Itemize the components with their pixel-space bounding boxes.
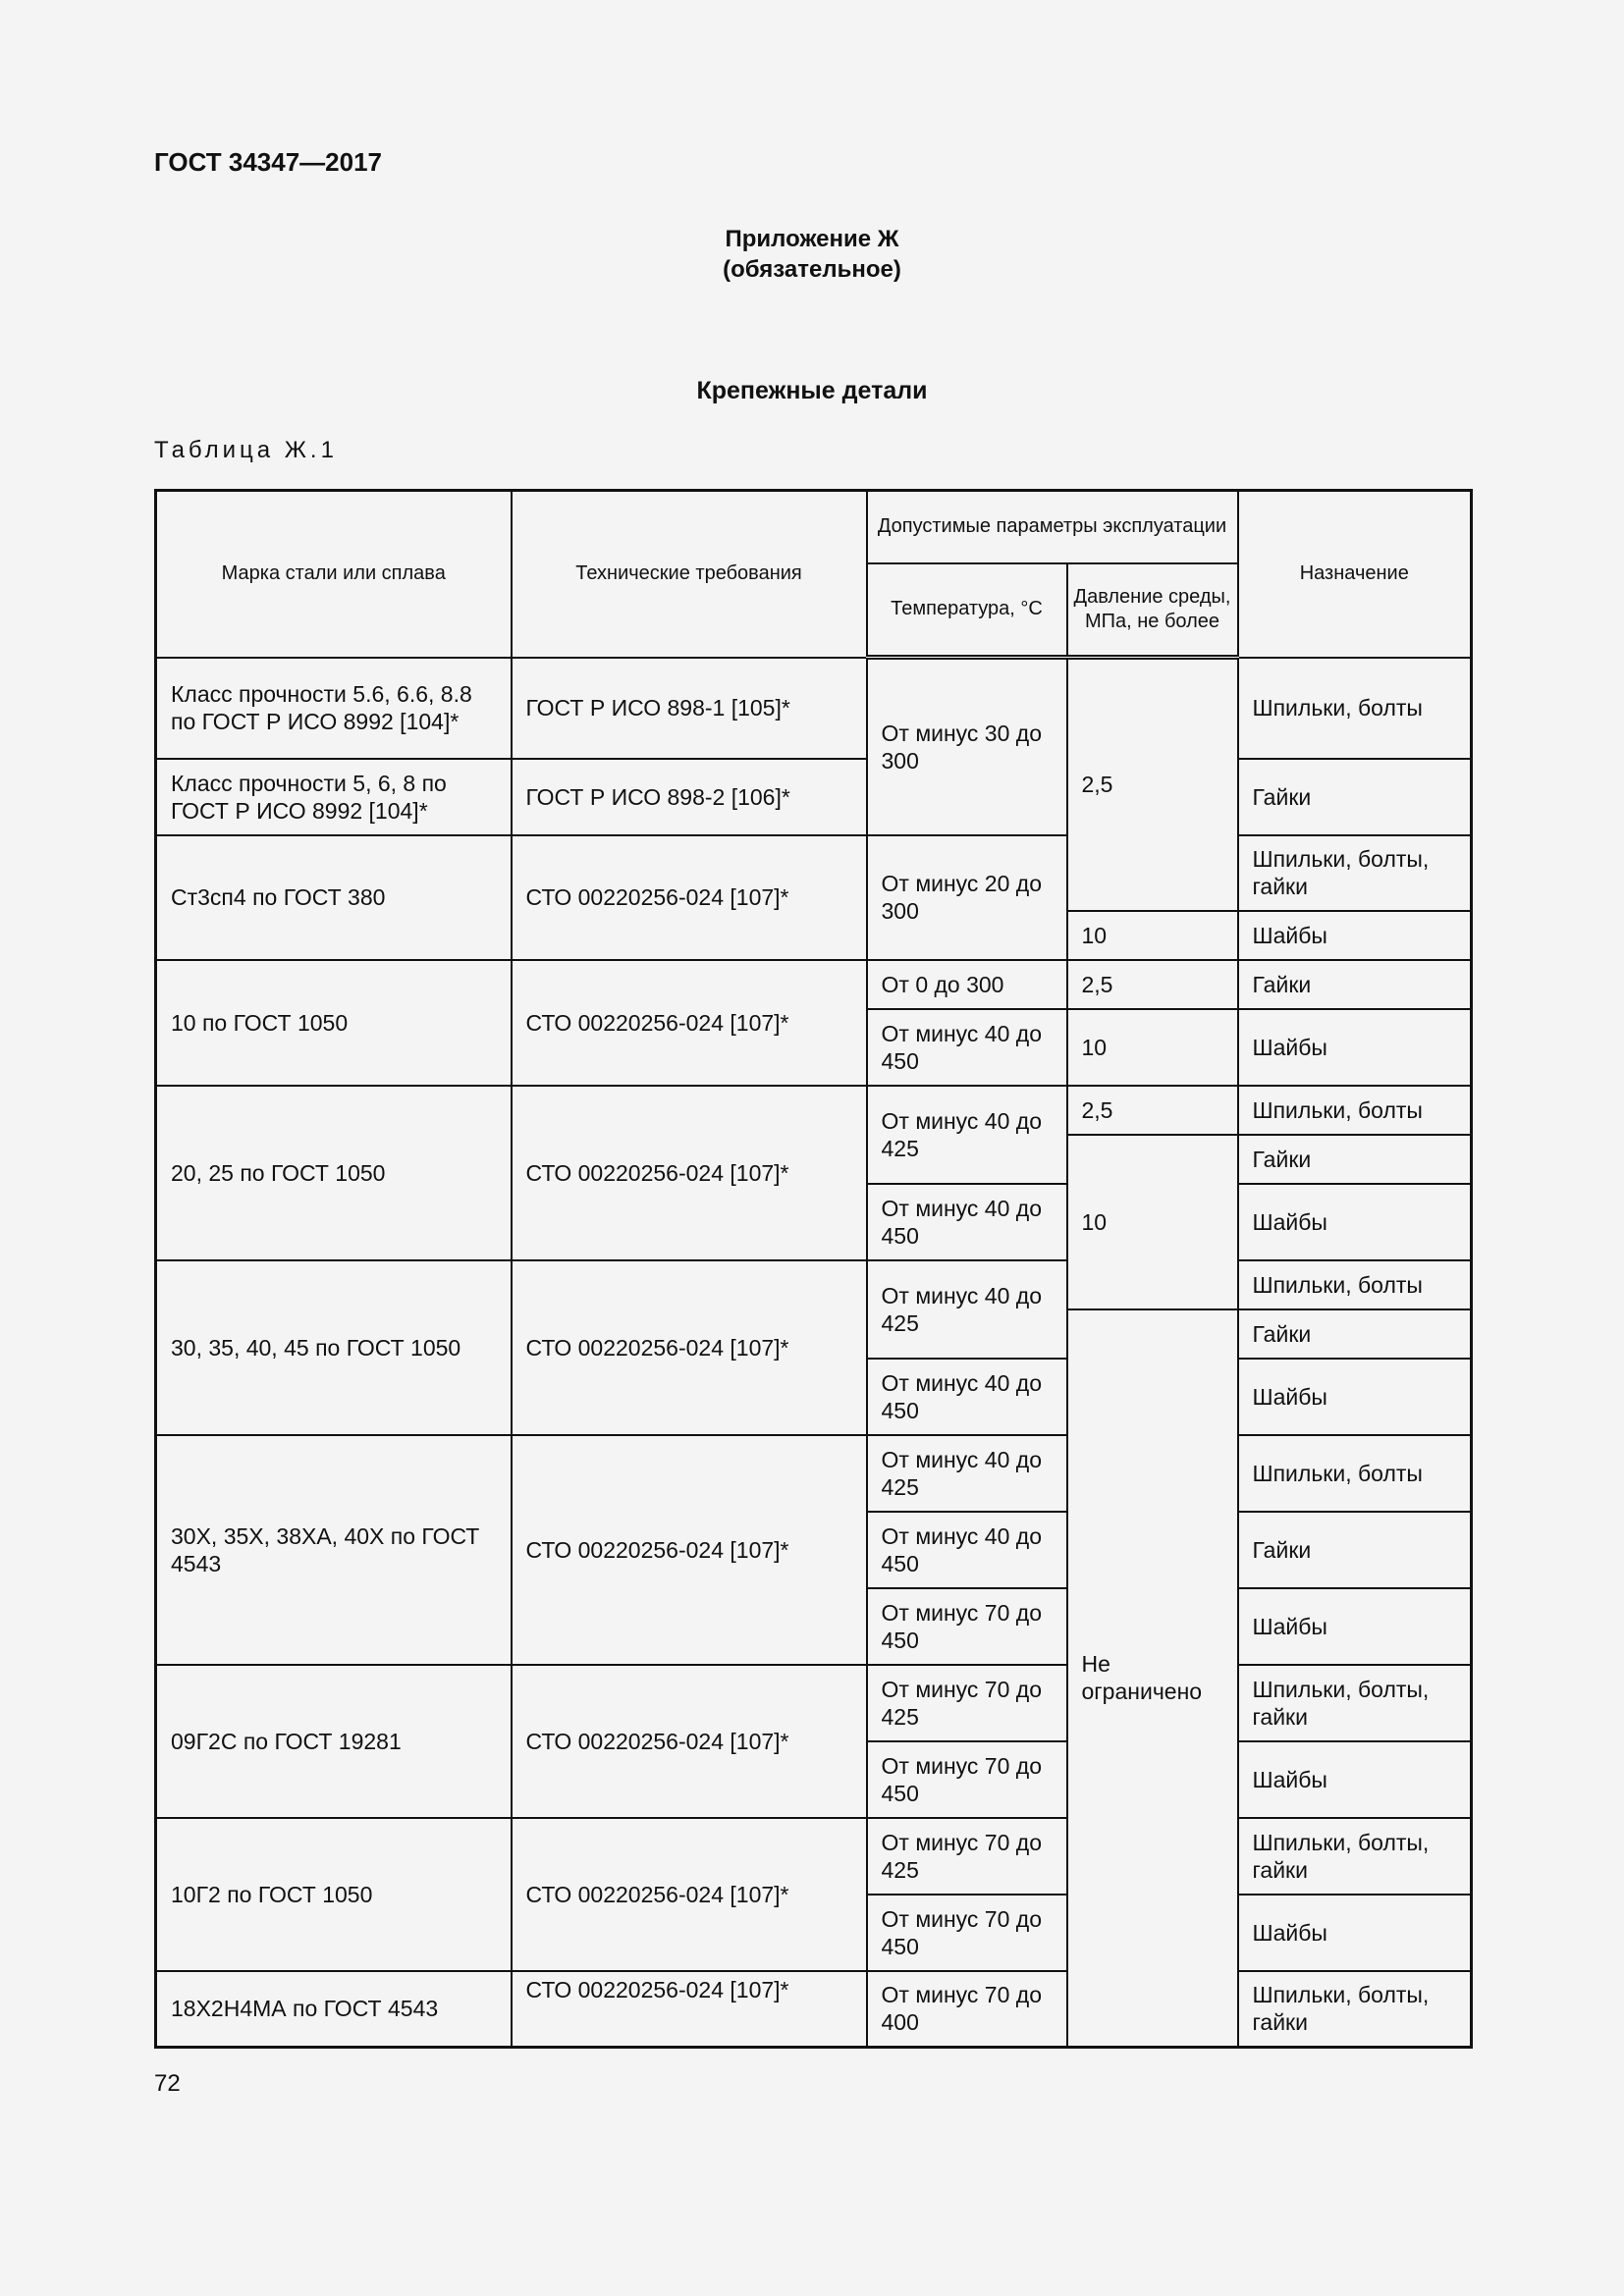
appendix-title: Приложение Ж (725, 226, 899, 252)
cell-purpose: Шпильки, болты (1238, 1435, 1472, 1512)
cell-temperature: От минус 40 до 425 (867, 1086, 1067, 1184)
table-row (156, 1086, 1472, 1135)
cell-purpose: Шайбы (1238, 1359, 1472, 1435)
cell-grade: Класс прочности 5, 6, 8 по ГОСТ Р ИСО 8992 [104]* (156, 759, 512, 835)
cell-requirements: СТО 00220256-024 [107]* (512, 1260, 867, 1435)
cell-temperature: От минус 40 до 450 (867, 1184, 1067, 1260)
cell-purpose: Шпильки, болты, гайки (1238, 1818, 1472, 1895)
cell-purpose: Шайбы (1238, 1895, 1472, 1971)
cell-pressure: Не ограничено (1067, 1309, 1238, 2048)
table-row (156, 658, 1472, 759)
cell-requirements: ГОСТ Р ИСО 898-1 [105]* (512, 658, 867, 759)
section-title: Крепежные детали (696, 377, 928, 404)
cell-pressure: 2,5 (1067, 1086, 1238, 1135)
cell-purpose: Шпильки, болты (1238, 1260, 1472, 1309)
cell-pressure: 2,5 (1067, 658, 1238, 911)
fasteners-table (154, 489, 1473, 2049)
cell-requirements: СТО 00220256-024 [107]* (512, 1086, 867, 1260)
cell-purpose: Шайбы (1238, 1741, 1472, 1818)
cell-purpose: Шайбы (1238, 911, 1472, 960)
cell-pressure: 10 (1067, 911, 1238, 960)
cell-requirements: СТО 00220256-024 [107]* (512, 960, 867, 1086)
cell-grade: Класс прочности 5.6, 6.6, 8.8 по ГОСТ Р ИСО 8992 [104]* (156, 658, 512, 759)
cell-pressure: 10 (1067, 1009, 1238, 1086)
page-number: 72 (154, 2070, 181, 2097)
table-row (156, 1665, 1472, 1741)
header-requirements: Технические требования (512, 491, 867, 658)
cell-temperature: От минус 70 до 400 (867, 1971, 1067, 2048)
cell-grade: 30Х, 35Х, 38ХА, 40Х по ГОСТ 4543 (156, 1435, 512, 1665)
cell-purpose: Шпильки, болты (1238, 1086, 1472, 1135)
header-purpose: Назначение (1238, 491, 1472, 658)
cell-temperature: От минус 30 до 300 (867, 658, 1067, 835)
cell-purpose: Гайки (1238, 960, 1472, 1009)
cell-temperature: От минус 40 до 425 (867, 1435, 1067, 1512)
table-row (156, 1435, 1472, 1512)
table-row (156, 1260, 1472, 1309)
table-row (156, 1818, 1472, 1895)
cell-purpose: Шайбы (1238, 1009, 1472, 1086)
cell-temperature: От минус 70 до 425 (867, 1665, 1067, 1741)
cell-grade: 10Г2 по ГОСТ 1050 (156, 1818, 512, 1971)
cell-temperature: От 0 до 300 (867, 960, 1067, 1009)
cell-grade: 30, 35, 40, 45 по ГОСТ 1050 (156, 1260, 512, 1435)
cell-requirements: СТО 00220256-024 [107]* (512, 1818, 867, 1971)
cell-purpose: Шайбы (1238, 1184, 1472, 1260)
cell-purpose: Гайки (1238, 1309, 1472, 1359)
cell-pressure: 2,5 (1067, 960, 1238, 1009)
table-row (156, 835, 1472, 911)
cell-temperature: От минус 20 до 300 (867, 835, 1067, 960)
header-temperature: Температура, °С (867, 563, 1067, 658)
table-row (156, 759, 1472, 835)
table-row (156, 960, 1472, 1009)
cell-purpose: Шпильки, болты, гайки (1238, 1665, 1472, 1741)
header-params: Допустимые параметры эксплуатации (867, 491, 1238, 563)
header-pressure: Давление среды, МПа, не более (1067, 563, 1238, 658)
cell-pressure: 10 (1067, 1135, 1238, 1309)
cell-purpose: Шпильки, болты, гайки (1238, 835, 1472, 911)
cell-grade: 09Г2С по ГОСТ 19281 (156, 1665, 512, 1818)
cell-grade: Ст3сп4 по ГОСТ 380 (156, 835, 512, 960)
cell-grade: 18Х2Н4МА по ГОСТ 4543 (156, 1971, 512, 2048)
cell-temperature: От минус 70 до 425 (867, 1818, 1067, 1895)
cell-temperature: От минус 40 до 450 (867, 1512, 1067, 1588)
cell-purpose: Шайбы (1238, 1588, 1472, 1665)
table-row (156, 1971, 1472, 2048)
document-code: ГОСТ 34347—2017 (154, 147, 382, 177)
cell-temperature: От минус 40 до 425 (867, 1260, 1067, 1359)
appendix-status: (обязательное) (723, 256, 901, 283)
cell-temperature: От минус 40 до 450 (867, 1359, 1067, 1435)
cell-purpose: Гайки (1238, 1512, 1472, 1588)
cell-temperature: От минус 70 до 450 (867, 1588, 1067, 1665)
cell-temperature: От минус 70 до 450 (867, 1895, 1067, 1971)
cell-temperature: От минус 40 до 450 (867, 1009, 1067, 1086)
cell-requirements: СТО 00220256-024 [107]* (512, 1971, 867, 2048)
cell-temperature: От минус 70 до 450 (867, 1741, 1067, 1818)
cell-requirements: СТО 00220256-024 [107]* (512, 1435, 867, 1665)
cell-grade: 20, 25 по ГОСТ 1050 (156, 1086, 512, 1260)
cell-purpose: Шпильки, болты (1238, 658, 1472, 759)
cell-requirements: ГОСТ Р ИСО 898-2 [106]* (512, 759, 867, 835)
cell-requirements: СТО 00220256-024 [107]* (512, 1665, 867, 1818)
cell-requirements: СТО 00220256-024 [107]* (512, 835, 867, 960)
cell-purpose: Шпильки, болты, гайки (1238, 1971, 1472, 2048)
table-label: Таблица Ж.1 (154, 437, 338, 463)
header-grade: Марка стали или сплава (156, 491, 512, 658)
cell-purpose: Гайки (1238, 1135, 1472, 1184)
cell-grade: 10 по ГОСТ 1050 (156, 960, 512, 1086)
cell-purpose: Гайки (1238, 759, 1472, 835)
